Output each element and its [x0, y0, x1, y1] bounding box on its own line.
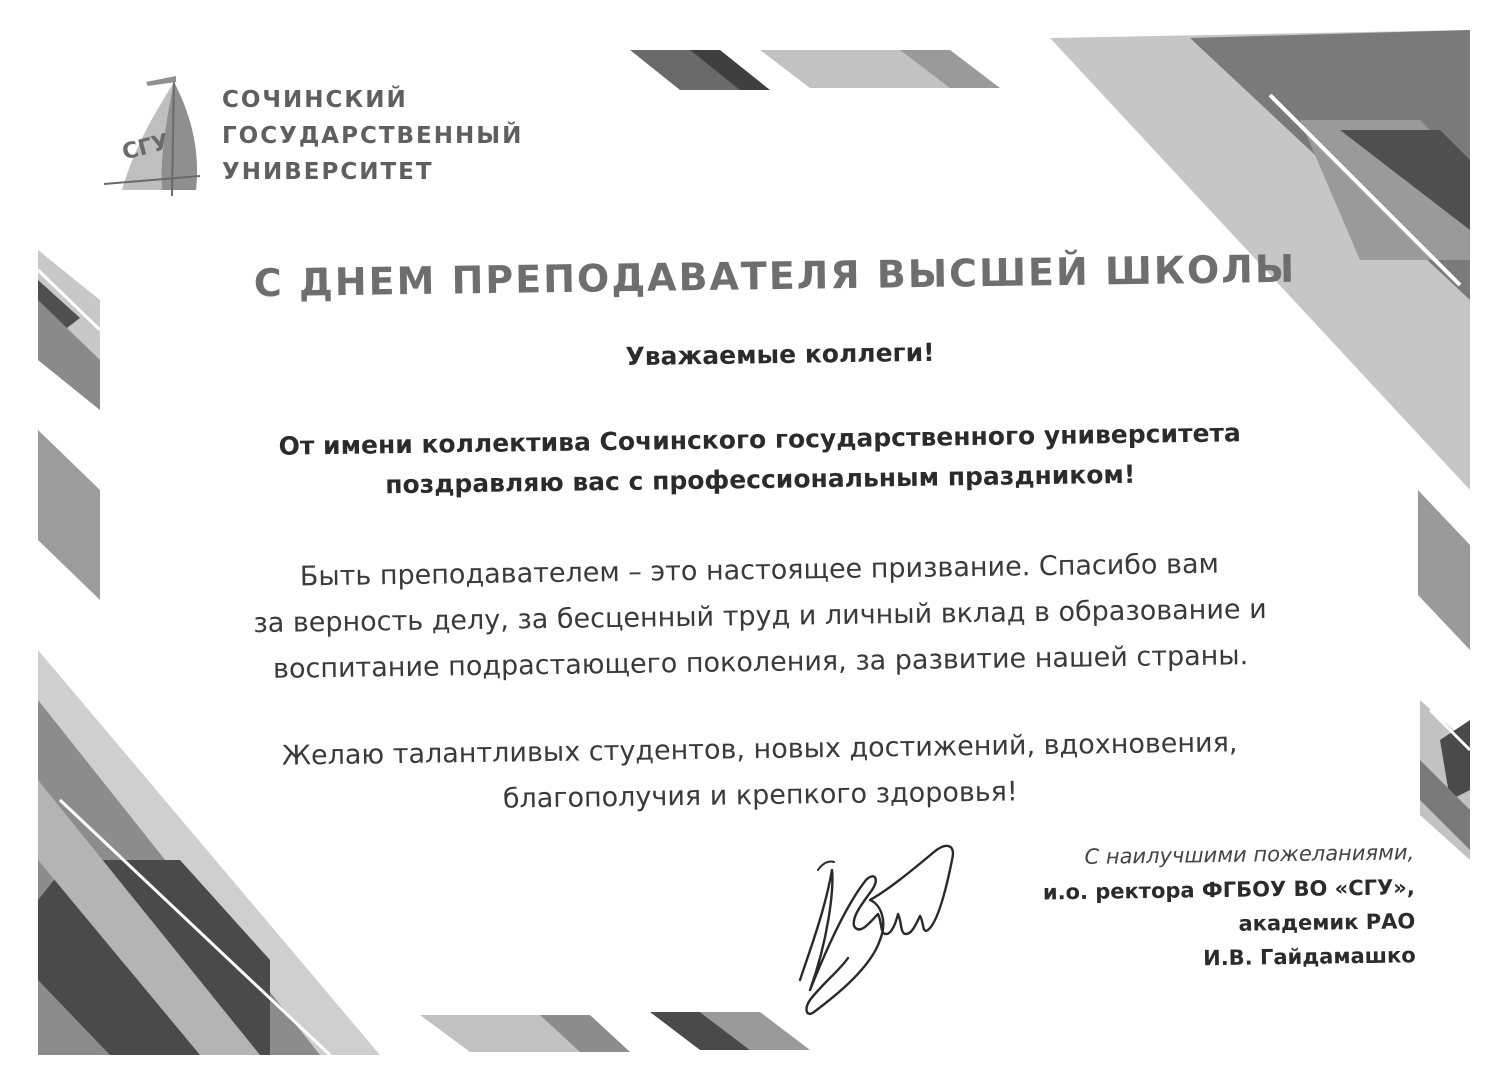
gratitude-line-2: за верность делу, за бесценный труд и личный вклад в образование и	[253, 593, 1267, 640]
page-title: С ДНЕМ ПРЕПОДАВАТЕЛЯ ВЫСШЕЙ ШКОЛЫ	[253, 246, 1297, 306]
closing-phrase: С наилучшими пожеланиями,	[1084, 840, 1415, 869]
left-stripes	[38, 250, 100, 600]
signer-name: И.В. Гайдамашко	[1202, 943, 1416, 971]
logo-text	[222, 82, 523, 190]
gratitude-line-3: воспитание подрастающего поколения, за развитие нашей страны.	[272, 640, 1249, 685]
congratulation-line-1: От имени коллектива Сочинского государственного университета	[278, 418, 1242, 461]
university-logo	[96, 72, 536, 202]
sail-emblem-icon	[96, 72, 216, 202]
congratulation-line-2: поздравляю вас с профессиональным праздником!	[385, 459, 1136, 500]
greeting: Уважаемые коллеги!	[625, 337, 935, 372]
signer-rank: академик РАО	[1238, 909, 1416, 936]
signoff-block	[879, 834, 1416, 979]
signer-role: и.о. ректора ФГБОУ ВО «СГУ»,	[1042, 875, 1415, 905]
wishes-paragraph	[169, 719, 1350, 827]
gratitude-paragraph	[169, 540, 1351, 694]
gratitude-line-1: Быть преподавателем – это настоящее призвание. Спасибо вам	[299, 548, 1220, 593]
wishes-line-2: благополучия и крепкого здоровья!	[502, 776, 1018, 815]
logo-line-3: УНИВЕРСИТЕТ	[222, 159, 434, 185]
congratulation-paragraph	[160, 412, 1361, 509]
logo-line-1: СОЧИНСКИЙ	[222, 87, 408, 113]
logo-line-2: ГОСУДАРСТВЕННЫЙ	[222, 123, 524, 149]
logo-emblem-text: СГУ	[119, 129, 172, 166]
bottom-left-stripes	[38, 650, 810, 1055]
right-stripes	[1418, 490, 1470, 860]
wishes-line-1: Желаю талантливых студентов, новых достижений, вдохновения,	[281, 727, 1238, 772]
